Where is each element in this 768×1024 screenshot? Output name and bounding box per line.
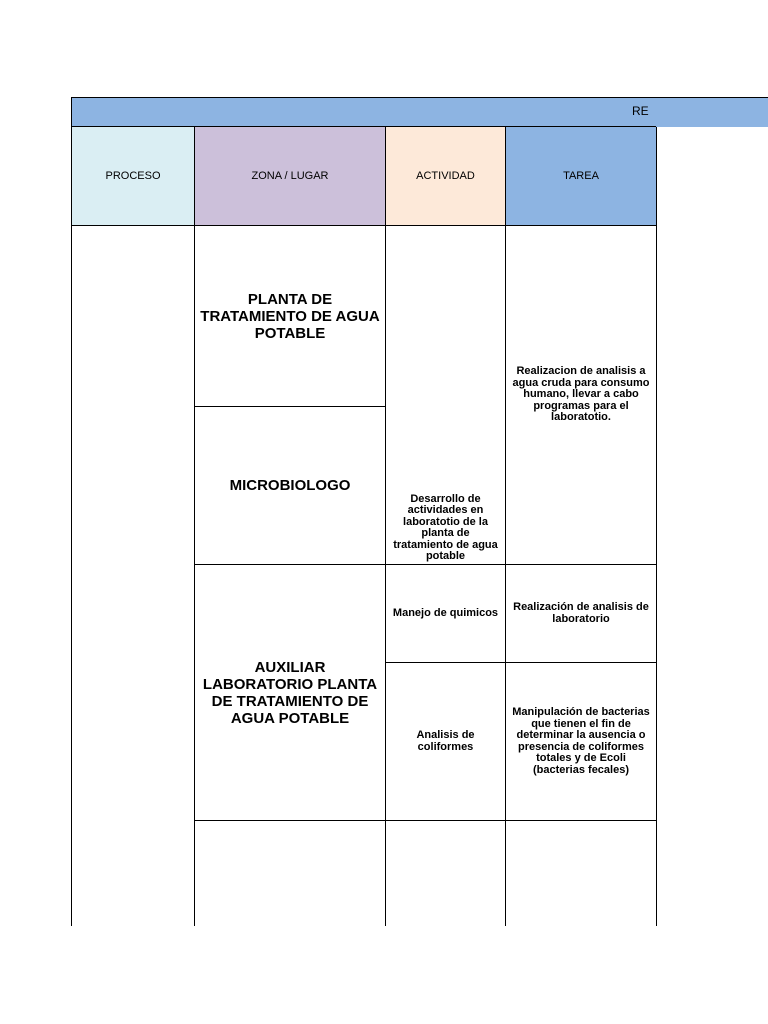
tarea-analisis-agua-text: Realizacion de analisis a agua cruda para consumo humano, llevar a cabo programas para el laboratotio. — [512, 365, 650, 424]
actividad-manejo-text: Manejo de quimicos — [392, 606, 499, 619]
grid-line — [385, 127, 386, 926]
actividad-desarrollo-cell — [386, 492, 505, 564]
header-actividad — [386, 127, 505, 225]
header-tarea-label: TAREA — [563, 170, 599, 182]
header-proceso-label: PROCESO — [105, 170, 161, 182]
header-actividad-label: ACTIVIDAD — [416, 170, 475, 182]
zona-auxiliar-text: AUXILIAR LABORATORIO PLANTA DE TRATAMIENTO DE AGUA POTABLE — [202, 658, 378, 727]
grid-line — [71, 97, 72, 926]
actividad-manejo-cell — [386, 565, 505, 662]
header-proceso — [72, 127, 194, 225]
zona-microbiologo-text: MICROBIOLOGO — [229, 477, 351, 494]
zona-auxiliar-cell — [195, 565, 385, 820]
tarea-analisis-lab-text: Realización de analisis de laboratorio — [513, 601, 649, 625]
zona-planta-text: PLANTA DE TRATAMIENTO DE AGUA POTABLE — [200, 290, 380, 342]
grid-line — [505, 127, 506, 926]
grid-line — [194, 820, 656, 821]
grid-line — [194, 127, 195, 926]
grid-line — [72, 126, 656, 127]
zona-microbiologo-cell — [195, 407, 385, 564]
grid-line — [72, 225, 656, 226]
tarea-analisis-agua-cell — [506, 330, 656, 460]
actividad-desarrollo-text: Desarrollo de actividades en laboratotio de la planta de tratamiento de agua potable — [393, 492, 498, 562]
header-zona — [195, 127, 385, 225]
table-title: RE — [632, 104, 649, 118]
tarea-bacterias-cell — [506, 663, 656, 820]
tarea-analisis-lab-cell — [506, 565, 656, 662]
grid-line — [194, 564, 656, 565]
actividad-coliformes-cell — [386, 663, 505, 820]
zona-planta-cell — [195, 226, 385, 406]
grid-line — [385, 662, 656, 663]
table-title-bar — [72, 97, 768, 127]
actividad-coliformes-text: Analisis de coliformes — [416, 729, 475, 753]
grid-line — [194, 406, 386, 407]
grid-line — [656, 127, 657, 926]
header-zona-label: ZONA / LUGAR — [251, 170, 329, 182]
tarea-bacterias-text: Manipulación de bacterias que tienen el fin de determinar la ausencia o presencia de coliformes totales y de Ecoli (bacterias fecales) — [512, 706, 650, 776]
header-tarea — [506, 127, 656, 225]
